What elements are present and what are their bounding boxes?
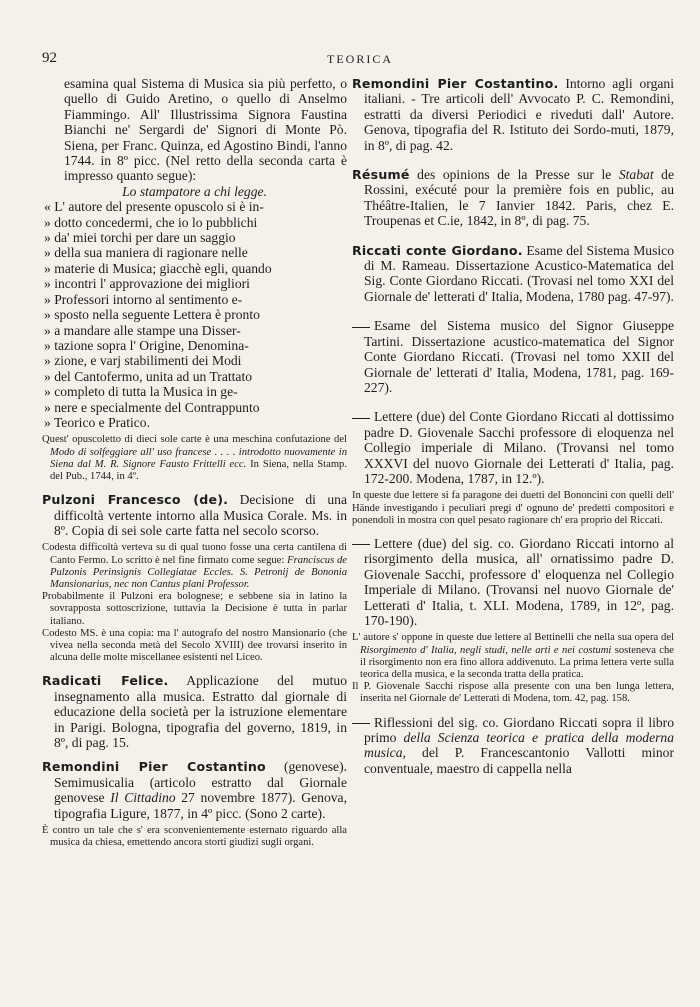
entry-riflessioni: Riflessioni del sig. co. Giordano Riccati sopra il libro primo della Scienza teorica e pratica della moderna musica, del P. Francescantonio Vallotti minor conventuale, maestro di cappella nella	[352, 715, 674, 777]
quote-line: » nere e specialmente del Contrappunto	[44, 399, 260, 415]
quote-line: » incontri l' approvazione dei migliori	[44, 276, 250, 292]
entry-name: Résumé	[352, 167, 410, 183]
quote-line: » materie di Musica; giacchè egli, quando	[44, 260, 272, 276]
entry-remondini-2: Remondini Pier Costantino. Intorno agli organi italiani. - Tre articoli dell' Avvocato P. C. Remondini, estratti da diversi Periodici e riveduti dall' Autore. Genova, tipografia del R. Istituto dei Sordo-muti, 1879, in 8º, di pag. 42.	[352, 76, 674, 153]
quote-line: » Professori intorno al sentimento e-	[44, 291, 243, 307]
entry-pulzoni: Pulzoni Francesco (de). Decisione di una difficoltà vertente intorno alla Musica Corale. Ms. in 8º. Copia di sei sole carte fatta nel secolo scorso.	[42, 492, 347, 538]
entry-esame: Esame del Sistema musico del Signor Giuseppe Tartini. Dissertazione acustico-matematica del Signor Conte Giordano Riccati. (Trovasi nel tomo XXII del Giornale de' letterati d' Italia, Modena, 1781, pag. 169-227).	[352, 318, 674, 395]
page-header	[42, 50, 678, 70]
entry-riccati: Riccati conte Giordano. Esame del Sistema Musico di M. Rameau. Dissertazione Acustico-Matematica del Sig. Conte Giordano Riccati. (Trovasi nel tomo XXI del Giornale de' letterati d' Italia, Modena, 1780 pag. 47-97).	[352, 242, 674, 304]
ditto-rule	[352, 418, 370, 419]
entry-name: Remondini Pier Costantino	[42, 759, 266, 775]
entry-radicati: Radicati Felice. Applicazione del mutuo insegnamento alla musica. Estratto dal giornale di educazione della società per la istruzione elementare in Parigi. Bologna, tipografia del governo, 1819, in 8º, di pag. 15.	[42, 673, 347, 751]
entry-lettere-2: Lettere (due) del sig. co. Giordano Riccati intorno al risorgimento della musica, all' ornatissimo padre D. Giovenale Sacchi, professore d' eloquenza nel Collegio Imperiale di Milano. (Trovansi nel nuovo Giornale de' Letterati d' Italia, t. XLI. Modena, 1789, in 12º, pag. 170-190).	[352, 536, 674, 628]
quote-line: » Teorico e Pratico.	[44, 414, 151, 430]
entry-name: Riccati conte Giordano.	[352, 242, 523, 258]
note-sacchi: Il P. Giovenale Sacchi rispose alla presente con una ben lunga lettera, inserita nel Giornale de' Letterati di Modena, tom. 42, pag. 158.	[352, 681, 674, 705]
note-opuscoletto: Quest' opuscoletto di dieci sole carte è una meschina confutazione del Modo di solfeggiare all' uso francese . . . . introdotto nuovamente in Siena dal M. R. Signore Fausto Frittelli ecc. In Siena, nella Stamp. del Pub., 1744, in 4º.	[42, 434, 347, 482]
ditto-rule	[352, 723, 370, 724]
ditto-rule	[352, 544, 370, 545]
quote-line: » della sua maniera di ragionare nelle	[44, 245, 248, 261]
note-copia: Codesto MS. è una copia: ma l' autografo del nostro Mansionario (che vivea nella seconda metà del Secolo XVIII) dee trovarsi inserito in alcuna delle molte miscellanee esistenti nel Liceo.	[42, 627, 347, 664]
running-head: TEORICA	[327, 52, 393, 66]
note-contro: È contro un tale che s' era sconvenientemente esternato riguardo alla musica da chiesa, emettendo ancora storti giudizi sugli organi.	[42, 825, 347, 849]
stampatore-heading: Lo stampatore a chi legge.	[122, 183, 267, 199]
note-bolognese: Probabilmente il Pulzoni era bolognese; e sebbene sia in latino la sovrapposta sottoscrizione, tuttavia la Decisione è tutta in parlar italiano.	[42, 591, 347, 627]
ditto-rule	[352, 327, 370, 328]
quote-line: » del Cantofermo, unita ad un Trattato	[44, 368, 253, 384]
quote-line: » dotto concedermi, che io lo pubblichi	[44, 214, 258, 230]
entry-remondini-1: Remondini Pier Costantino (genovese). Semimusicalia (articolo estratto dal Giornale genovese Il Cittadino 27 novembre 1877). Genova, tipografia Ligure, 1877, in 4º picc. (Sono 2 carte).	[42, 759, 347, 821]
entry-name: Radicati Felice.	[42, 673, 169, 689]
page-number: 92	[42, 50, 57, 66]
quote-line: » zione, e varj stabilimenti dei Modi	[44, 353, 242, 369]
entry-name: Pulzoni Francesco (de).	[42, 492, 229, 508]
note-difficolta: Codesta difficoltà verteva su di qual tuono fosse una certa cantilena di Canto Fermo. Lo scritto è nel fine firmato come segue: Franciscus de Pulzonis Perinsignis Collegiatae Eccles. S. Petronij de Bononia Mansionarius, nec non Cantus plani Professor.	[42, 542, 347, 590]
quote-line: » a mandare alle stampe una Disser-	[44, 322, 241, 338]
entry-continuation: esamina qual Sistema di Musica sia più perfetto, o quello di Guido Aretino, o quello di Anselmo Fiammingo. All' Illustrissima Signora Faustina Bianchi ne' Sergardi de' Signori di Monte Pò. Siena, per Franc. Quinza, ed Agostino Bindi, l'anno 1744. in 8º picc. (Nel retto della seconda carta è impresso quanto segue):	[64, 76, 347, 184]
quote-line: » sposto nella seguente Lettera è pronto	[44, 307, 260, 323]
note-duetti: In queste due lettere si fa paragone dei duetti del Bononcini con quelli dell' Hände investigando i peculiari pregi d' ognuno de' predetti compositori e ponendoli in mostra con quel pesato ragionare ch' era proprio del Riccati.	[352, 490, 674, 526]
printer-quote	[42, 199, 347, 430]
entry-name: Remondini Pier Costantino.	[352, 76, 559, 91]
quote-line: » da' miei torchi per dare un saggio	[44, 230, 236, 246]
quote-line: » completo di tutta la Musica in ge-	[44, 384, 238, 400]
entry-resume: Résumé des opinions de la Presse sur le Stabat de Rossini, exécuté pour la première fois en public, au Théâtre-Italien, le 7 Ianvier 1842. Paris, chez E. Troupenas et C.ie, 1842, in 8º, di pag. 75.	[352, 167, 674, 229]
quote-line: « L' autore del presente opuscolo si è in-	[44, 199, 264, 215]
quote-line: » tazione sopra l' Origine, Denomina-	[44, 337, 249, 353]
right-column	[352, 76, 674, 946]
left-column	[42, 76, 347, 946]
entry-lettere-1: Lettere (due) del Conte Giordano Riccati al dottissimo padre D. Giovenale Sacchi professore di eloquenza nel Collegio imperiale di Milano. (Trovansi nel tomo XXXVI del nuovo Giornale dei Letterati d' Italia, pag. 172-200. Modena, 1787, in 12.º).	[352, 409, 674, 486]
note-bettinelli: L' autore s' oppone in queste due lettere al Bettinelli che nella sua opera del Risorgimento d' Italia, negli studi, nelle arti e nei costumi sosteneva che il risorgimento non era fino allora addivenuto. La prima lettera verte sulla teorica della musica, e la seconda tratta della pratica.	[352, 632, 674, 680]
